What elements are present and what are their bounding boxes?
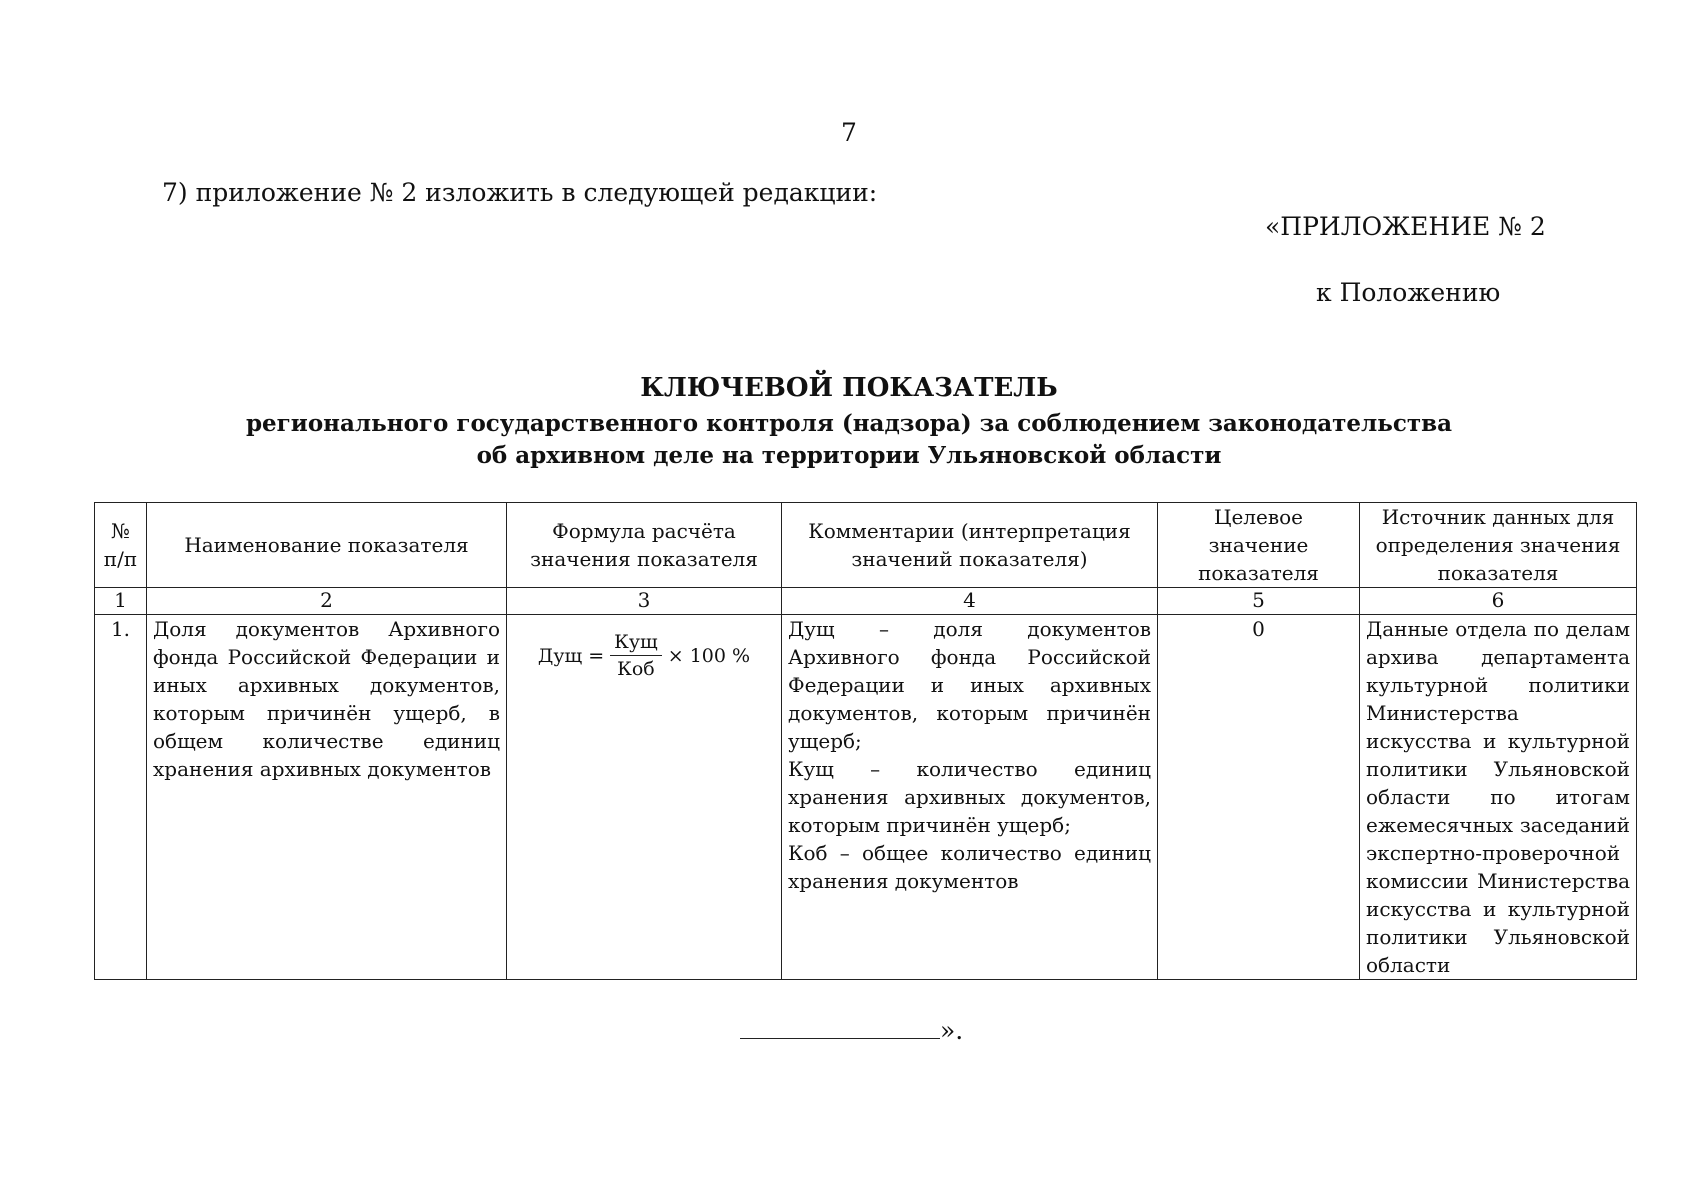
header-cell-comments: Комментарии (интерпретация значений показателя) [782,503,1158,588]
column-number-4: 4 [782,588,1158,615]
column-number-3: 3 [507,588,782,615]
formula-rhs: × 100 % [667,644,751,667]
document-title: КЛЮЧЕВОЙ ПОКАЗАТЕЛЬ [640,373,1058,403]
header-cell-name: Наименование показателя [147,503,507,588]
formula-numerator: Кущ [610,629,662,656]
annex-title: «ПРИЛОЖЕНИЕ № 2 [1265,212,1546,241]
row-number: 1. [95,615,147,980]
comment-line: Кущ – количество единиц хранения архивных документов, которым причинён ущерб; [788,757,1151,837]
header-cell-number: № п/п [95,503,147,588]
data-source: Данные отдела по делам архива департамента культурной политики Министерства искусства и культурной политики Ульяновской области по итогам ежемесячных заседаний экспертно-проверочной комиссии Министерства искусства и культурной политики Ульяновской области [1360,615,1637,980]
header-cell-formula: Формула расчёта значения показателя [507,503,782,588]
formula-cell [507,615,782,980]
indicator-name: Доля документов Архивного фонда Российской Федерации и иных архивных документов, которым причинён ущерб, в общем количестве единиц хранения архивных документов [147,615,507,980]
formula-lhs: Дущ = [537,644,605,667]
target-value: 0 [1158,615,1360,980]
closing-mark [740,1016,963,1045]
formula [538,629,750,682]
column-number-1: 1 [95,588,147,615]
table-row [95,615,1637,980]
comments-cell [782,615,1158,980]
blank-line [740,1018,940,1039]
document-subtitle-line-2: об архивном деле на территории Ульяновской области [476,442,1222,469]
table-header-row [95,503,1637,588]
column-number-5: 5 [1158,588,1360,615]
header-cell-target: Целевое значение показателя [1158,503,1360,588]
table-column-numbers-row [95,588,1637,615]
annex-subtitle: к Положению [1316,278,1501,307]
formula-denominator: Коб [617,658,655,680]
instruction-text: 7) приложение № 2 изложить в следующей редакции: [162,178,878,207]
document-subtitle-line-1: регионального государственного контроля (надзора) за соблюдением законодательства [245,410,1453,437]
comment-line: Дущ – доля документов Архивного фонда Российской Федерации и иных архивных документов, которым причинён ущерб; [788,617,1151,753]
page-number: 7 [841,118,857,147]
closing-quote: ». [940,1016,964,1045]
key-indicator-table [94,502,1637,980]
header-cell-source: Источник данных для определения значения показателя [1360,503,1637,588]
formula-fraction [610,629,662,682]
comment-line: Коб – общее количество единиц хранения документов [788,841,1151,893]
column-number-6: 6 [1360,588,1637,615]
column-number-2: 2 [147,588,507,615]
